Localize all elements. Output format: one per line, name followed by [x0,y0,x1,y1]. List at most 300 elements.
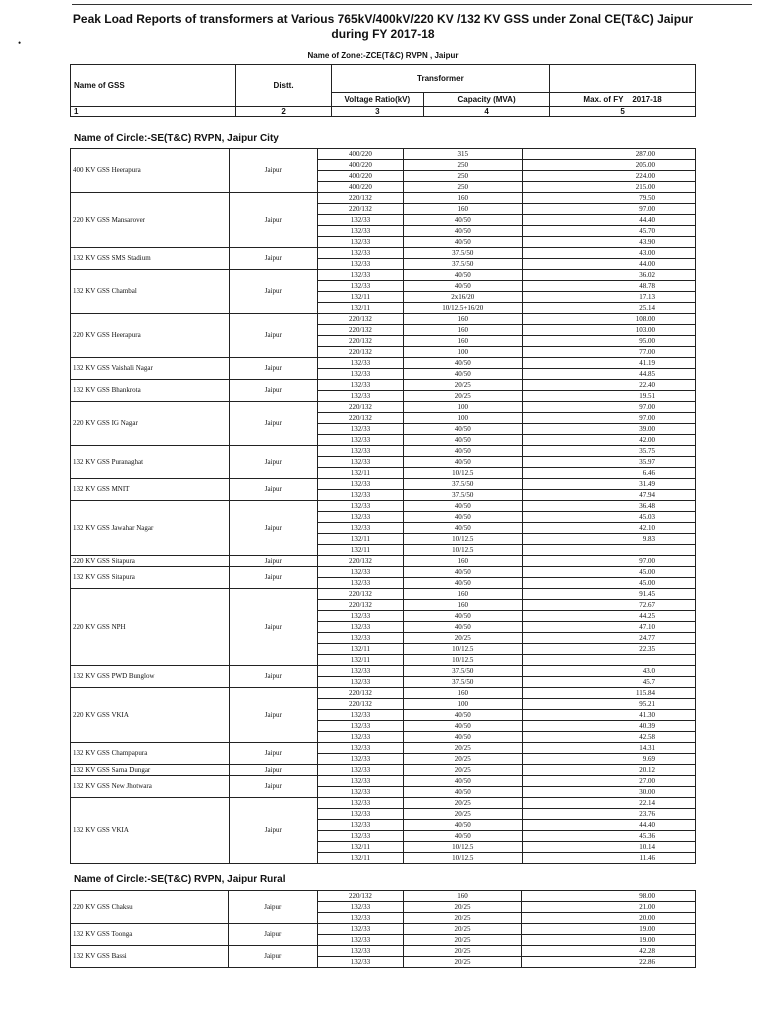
max-load-cell: 41.19 [522,358,695,369]
capacity-cell: 40/50 [403,732,522,743]
voltage-ratio-cell: 132/33 [317,490,403,501]
table-row [71,666,696,677]
capacity-cell: 40/50 [403,523,522,534]
voltage-ratio-cell: 132/11 [317,655,403,666]
capacity-cell: 20/25 [403,391,522,402]
capacity-cell: 160 [403,556,522,567]
voltage-ratio-cell: 132/33 [317,248,403,259]
capacity-cell: 20/25 [404,946,522,957]
capacity-cell: 40/50 [403,358,522,369]
distt-cell: Jaipur [229,556,317,567]
capacity-cell: 40/50 [403,237,522,248]
voltage-ratio-cell: 400/220 [317,160,403,171]
header-max-spacer [550,65,696,93]
max-load-cell: 97.00 [522,402,695,413]
distt-cell: Jaipur [229,589,317,666]
capacity-cell: 40/50 [403,457,522,468]
page-top-rule [72,4,752,5]
zone-name: Name of Zone:-ZCE(T&C) RVPN , Jaipur [307,51,459,60]
header-name-of-gss: Name of GSS [71,65,236,107]
max-load-cell: 36.02 [522,270,695,281]
title-line-2: during FY 2017-18 [331,27,435,41]
gss-name-cell: 132 KV GSS Chambal [71,270,230,314]
max-load-cell: 205.00 [522,160,695,171]
gss-name-cell: 132 KV GSS Vaishali Nagar [71,358,230,380]
colnum-2: 2 [236,107,331,117]
gss-name-cell: 132 KV GSS VKIA [71,798,230,864]
max-load-cell: 43.00 [522,248,695,259]
capacity-cell: 10/12.5 [403,644,522,655]
distt-cell: Jaipur [229,666,317,688]
max-load-cell: 20.00 [521,913,695,924]
max-load-cell: 215.00 [522,182,695,193]
voltage-ratio-cell: 132/33 [317,391,403,402]
distt-cell: Jaipur [229,501,317,556]
table-row [71,380,696,391]
voltage-ratio-cell: 132/33 [317,259,403,270]
capacity-cell: 160 [403,314,522,325]
max-load-cell: 22.86 [521,957,695,968]
max-load-cell: 79.50 [522,193,695,204]
capacity-cell: 40/50 [403,226,522,237]
max-fy-year: 2017-18 [632,95,662,104]
max-load-cell: 77.00 [522,347,695,358]
voltage-ratio-cell: 220/132 [317,325,403,336]
max-load-cell: 17.13 [522,292,695,303]
voltage-ratio-cell: 400/220 [317,171,403,182]
max-load-cell: 44.40 [522,820,695,831]
voltage-ratio-cell: 132/33 [317,677,403,688]
voltage-ratio-cell: 132/33 [317,721,403,732]
table-row [71,479,696,490]
max-load-cell: 19.00 [521,924,695,935]
gss-name-cell: 220 KV GSS VKIA [71,688,230,743]
max-load-cell: 45.70 [522,226,695,237]
gss-name-cell: 220 KV GSS Mansarover [71,193,230,248]
capacity-cell: 40/50 [403,820,522,831]
capacity-cell: 40/50 [403,281,522,292]
distt-cell: Jaipur [229,193,317,248]
capacity-cell: 37.5/50 [403,677,522,688]
voltage-ratio-cell: 132/33 [317,924,404,935]
voltage-ratio-cell: 132/33 [317,567,403,578]
capacity-cell: 160 [404,891,522,902]
voltage-ratio-cell: 132/33 [317,913,404,924]
voltage-ratio-cell: 132/11 [317,292,403,303]
max-load-cell: 40.39 [522,721,695,732]
max-load-cell: 47.94 [522,490,695,501]
capacity-cell: 40/50 [403,611,522,622]
gss-name-cell: 132 KV GSS Sarna Dungar [71,765,230,776]
max-load-cell: 27.00 [522,776,695,787]
capacity-cell: 40/50 [403,776,522,787]
capacity-cell: 160 [403,688,522,699]
voltage-ratio-cell: 220/132 [317,556,403,567]
gss-name-cell: 400 KV GSS Heerapura [71,149,230,193]
voltage-ratio-cell: 132/11 [317,468,403,479]
voltage-ratio-cell: 132/33 [317,457,403,468]
voltage-ratio-cell: 220/132 [317,402,403,413]
max-load-cell: 42.00 [522,435,695,446]
capacity-cell: 10/12.5 [403,468,522,479]
voltage-ratio-cell: 132/33 [317,935,404,946]
max-load-cell: 287.00 [522,149,695,160]
circle-table-jaipur-rural [70,890,696,968]
max-load-cell: 41.30 [522,710,695,721]
voltage-ratio-cell: 132/33 [317,369,403,380]
max-load-cell: 44.00 [522,259,695,270]
capacity-cell: 20/25 [403,798,522,809]
gss-name-cell: 132 KV GSS Puranaghat [71,446,230,479]
voltage-ratio-cell: 400/220 [317,149,403,160]
table-row [71,567,696,578]
capacity-cell: 20/25 [403,380,522,391]
max-load-cell: 45.00 [522,567,695,578]
voltage-ratio-cell: 132/33 [317,446,403,457]
max-load-cell: 42.10 [522,523,695,534]
voltage-ratio-cell: 132/33 [317,435,403,446]
distt-cell: Jaipur [229,248,317,270]
voltage-ratio-cell: 132/33 [317,732,403,743]
capacity-cell: 40/50 [403,435,522,446]
voltage-ratio-cell: 132/33 [317,226,403,237]
voltage-ratio-cell: 132/33 [317,946,404,957]
voltage-ratio-cell: 132/33 [317,622,403,633]
margin-dot: • [18,38,22,48]
capacity-cell: 40/50 [403,369,522,380]
max-load-cell: 44.85 [522,369,695,380]
max-load-cell: 21.00 [521,902,695,913]
voltage-ratio-cell: 220/132 [317,891,404,902]
header-capacity: Capacity (MVA) [424,93,550,107]
max-load-cell: 24.77 [522,633,695,644]
header-voltage-ratio: Voltage Ratio(kV) [331,93,423,107]
capacity-cell: 40/50 [403,446,522,457]
max-load-cell: 22.35 [522,644,695,655]
capacity-cell: 160 [403,325,522,336]
capacity-cell: 20/25 [403,809,522,820]
max-load-cell: 45.03 [522,512,695,523]
circle-table-jaipur-city [70,148,696,864]
max-load-cell: 19.00 [521,935,695,946]
max-load-cell: 72.67 [522,600,695,611]
max-load-cell: 30.00 [522,787,695,798]
table-row [71,798,696,809]
max-load-cell: 23.76 [522,809,695,820]
capacity-cell: 250 [403,182,522,193]
max-load-cell: 9.83 [522,534,695,545]
max-load-cell: 43.90 [522,237,695,248]
capacity-cell: 250 [403,160,522,171]
max-load-cell [522,655,695,666]
capacity-cell: 315 [403,149,522,160]
report-title [70,12,696,42]
voltage-ratio-cell: 400/220 [317,182,403,193]
voltage-ratio-cell: 220/132 [317,413,403,424]
gss-name-cell: 220 KV GSS Heerapura [71,314,230,358]
voltage-ratio-cell: 132/33 [317,270,403,281]
distt-cell: Jaipur [229,765,317,776]
table-row [71,193,696,204]
capacity-cell: 40/50 [403,424,522,435]
distt-cell: Jaipur [229,446,317,479]
gss-name-cell: 220 KV GSS NPH [71,589,230,666]
voltage-ratio-cell: 132/33 [317,666,403,677]
max-load-cell: 11.46 [522,853,695,864]
capacity-cell: 20/25 [404,935,522,946]
table-row [71,688,696,699]
capacity-cell: 160 [403,204,522,215]
voltage-ratio-cell: 132/33 [317,424,403,435]
capacity-cell: 20/25 [403,765,522,776]
max-load-cell: 10.14 [522,842,695,853]
max-load-cell: 47.10 [522,622,695,633]
max-load-cell: 44.40 [522,215,695,226]
capacity-cell: 37.5/50 [403,666,522,677]
voltage-ratio-cell: 132/33 [317,578,403,589]
header-distt: Distt. [236,65,331,107]
capacity-cell: 40/50 [403,270,522,281]
distt-cell: Jaipur [229,149,317,193]
max-load-cell: 25.14 [522,303,695,314]
voltage-ratio-cell: 220/132 [317,347,403,358]
max-load-cell: 115.84 [522,688,695,699]
capacity-cell: 160 [403,600,522,611]
voltage-ratio-cell: 132/11 [317,853,403,864]
capacity-cell: 40/50 [403,215,522,226]
distt-cell: Jaipur [228,891,317,924]
capacity-cell: 20/25 [404,902,522,913]
capacity-cell: 100 [403,347,522,358]
distt-cell: Jaipur [229,270,317,314]
max-load-cell: 9.69 [522,754,695,765]
capacity-cell: 2x16/20 [403,292,522,303]
table-row [71,501,696,512]
voltage-ratio-cell: 132/33 [317,358,403,369]
capacity-cell: 37.5/50 [403,490,522,501]
voltage-ratio-cell: 132/11 [317,303,403,314]
gss-name-cell: 132 KV GSS SMS Stadium [71,248,230,270]
table-row [71,776,696,787]
capacity-cell: 10/12.5 [403,534,522,545]
voltage-ratio-cell: 132/33 [317,501,403,512]
voltage-ratio-cell: 132/33 [317,611,403,622]
colnum-1: 1 [71,107,236,117]
voltage-ratio-cell: 220/132 [317,688,403,699]
capacity-cell: 37.5/50 [403,259,522,270]
max-load-cell: 14.31 [522,743,695,754]
capacity-cell: 160 [403,589,522,600]
voltage-ratio-cell: 132/33 [317,820,403,831]
gss-name-cell: 132 KV GSS PWD Bunglow [71,666,230,688]
table-row [71,556,696,567]
header-transformer: Transformer [331,65,549,93]
gss-name-cell: 132 KV GSS MNIT [71,479,230,501]
voltage-ratio-cell: 220/132 [317,336,403,347]
distt-cell: Jaipur [229,798,317,864]
max-load-cell [522,545,695,556]
max-load-cell: 22.14 [522,798,695,809]
gss-name-cell: 132 KV GSS Bassi [71,946,229,968]
max-load-cell: 97.00 [522,204,695,215]
voltage-ratio-cell: 132/33 [317,512,403,523]
colnum-5: 5 [550,107,696,117]
voltage-ratio-cell: 132/33 [317,957,404,968]
table-row [71,589,696,600]
voltage-ratio-cell: 132/11 [317,545,403,556]
voltage-ratio-cell: 220/132 [317,699,403,710]
gss-name-cell: 132 KV GSS Champapura [71,743,230,765]
voltage-ratio-cell: 132/33 [317,710,403,721]
capacity-cell: 20/25 [404,924,522,935]
voltage-ratio-cell: 132/33 [317,798,403,809]
max-load-cell: 22.40 [522,380,695,391]
max-load-cell: 97.00 [522,413,695,424]
circle-title-jaipur-city: Name of Circle:-SE(T&C) RVPN, Jaipur City [74,133,279,144]
max-load-cell: 42.58 [522,732,695,743]
table-row [71,891,696,902]
gss-name-cell: 220 KV GSS IG Nagar [71,402,230,446]
voltage-ratio-cell: 132/33 [317,902,404,913]
capacity-cell: 10/12.5+16/20 [403,303,522,314]
max-load-cell: 35.97 [522,457,695,468]
max-load-cell: 6.46 [522,468,695,479]
max-load-cell: 224.00 [522,171,695,182]
table-row [71,149,696,160]
capacity-cell: 160 [403,336,522,347]
capacity-cell: 37.5/50 [403,479,522,490]
capacity-cell: 40/50 [403,721,522,732]
capacity-cell: 10/12.5 [403,842,522,853]
max-fy-label: Max. of FY [583,95,624,104]
capacity-cell: 10/12.5 [403,853,522,864]
max-load-cell: 103.00 [522,325,695,336]
max-load-cell: 95.21 [522,699,695,710]
voltage-ratio-cell: 132/33 [317,743,403,754]
voltage-ratio-cell: 132/11 [317,842,403,853]
capacity-cell: 100 [403,413,522,424]
max-load-cell: 31.49 [522,479,695,490]
max-load-cell: 43.0 [522,666,695,677]
table-row [71,270,696,281]
max-load-cell: 97.00 [522,556,695,567]
capacity-cell: 10/12.5 [403,545,522,556]
voltage-ratio-cell: 220/132 [317,314,403,325]
distt-cell: Jaipur [229,743,317,765]
gss-name-cell: 132 KV GSS Jawahar Nagar [71,501,230,556]
table-header [70,64,696,117]
max-load-cell: 42.28 [521,946,695,957]
max-load-cell: 45.00 [522,578,695,589]
capacity-cell: 100 [403,402,522,413]
gss-name-cell: 132 KV GSS Sitapura [71,567,230,589]
voltage-ratio-cell: 132/33 [317,809,403,820]
gss-name-cell: 220 KV GSS Chaksu [71,891,229,924]
max-load-cell: 91.45 [522,589,695,600]
capacity-cell: 37.5/50 [403,248,522,259]
max-load-cell: 19.51 [522,391,695,402]
header-max-fy [550,93,696,107]
capacity-cell: 250 [403,171,522,182]
table-row [71,314,696,325]
capacity-cell: 20/25 [403,754,522,765]
distt-cell: Jaipur [229,776,317,798]
capacity-cell: 20/25 [404,957,522,968]
distt-cell: Jaipur [229,402,317,446]
title-line-1: Peak Load Reports of transformers at Various 765kV/400kV/220 KV /132 KV GSS under Zonal CE(T&C) Jaipur [72,12,694,26]
max-load-cell: 95.00 [522,336,695,347]
capacity-cell: 40/50 [403,831,522,842]
table-row [71,446,696,457]
voltage-ratio-cell: 132/33 [317,281,403,292]
distt-cell: Jaipur [229,688,317,743]
max-load-cell: 39.00 [522,424,695,435]
table-row [71,248,696,259]
distt-cell: Jaipur [229,380,317,402]
gss-name-cell: 132 KV GSS Toonga [71,924,229,946]
voltage-ratio-cell: 132/33 [317,215,403,226]
voltage-ratio-cell: 132/33 [317,831,403,842]
colnum-3: 3 [331,107,423,117]
max-load-cell: 98.00 [521,891,695,902]
max-load-cell: 35.75 [522,446,695,457]
capacity-cell: 160 [403,193,522,204]
voltage-ratio-cell: 220/132 [317,600,403,611]
colnum-4: 4 [424,107,550,117]
table-row [71,743,696,754]
voltage-ratio-cell: 220/132 [317,589,403,600]
gss-name-cell: 132 KV GSS Bhankrota [71,380,230,402]
voltage-ratio-cell: 132/11 [317,534,403,545]
distt-cell: Jaipur [229,314,317,358]
table-row [71,402,696,413]
capacity-cell: 10/12.5 [403,655,522,666]
distt-cell: Jaipur [228,924,317,946]
capacity-cell: 40/50 [403,567,522,578]
distt-cell: Jaipur [228,946,317,968]
voltage-ratio-cell: 132/33 [317,380,403,391]
voltage-ratio-cell: 132/33 [317,633,403,644]
distt-cell: Jaipur [229,358,317,380]
circle-title-jaipur-rural: Name of Circle:-SE(T&C) RVPN, Jaipur Rural [74,874,286,885]
voltage-ratio-cell: 132/33 [317,787,403,798]
voltage-ratio-cell: 132/33 [317,479,403,490]
capacity-cell: 20/25 [404,913,522,924]
distt-cell: Jaipur [229,479,317,501]
table-row [71,358,696,369]
max-load-cell: 108.00 [522,314,695,325]
capacity-cell: 40/50 [403,710,522,721]
distt-cell: Jaipur [229,567,317,589]
voltage-ratio-cell: 132/33 [317,237,403,248]
capacity-cell: 20/25 [403,743,522,754]
table-row [71,924,696,935]
voltage-ratio-cell: 132/33 [317,765,403,776]
max-load-cell: 36.48 [522,501,695,512]
max-load-cell: 48.78 [522,281,695,292]
capacity-cell: 40/50 [403,622,522,633]
max-load-cell: 45.7 [522,677,695,688]
capacity-cell: 20/25 [403,633,522,644]
voltage-ratio-cell: 132/33 [317,776,403,787]
table-row [71,946,696,957]
max-load-cell: 44.25 [522,611,695,622]
gss-name-cell: 132 KV GSS New Jhotwara [71,776,230,798]
voltage-ratio-cell: 132/33 [317,523,403,534]
capacity-cell: 40/50 [403,787,522,798]
capacity-cell: 40/50 [403,578,522,589]
capacity-cell: 100 [403,699,522,710]
